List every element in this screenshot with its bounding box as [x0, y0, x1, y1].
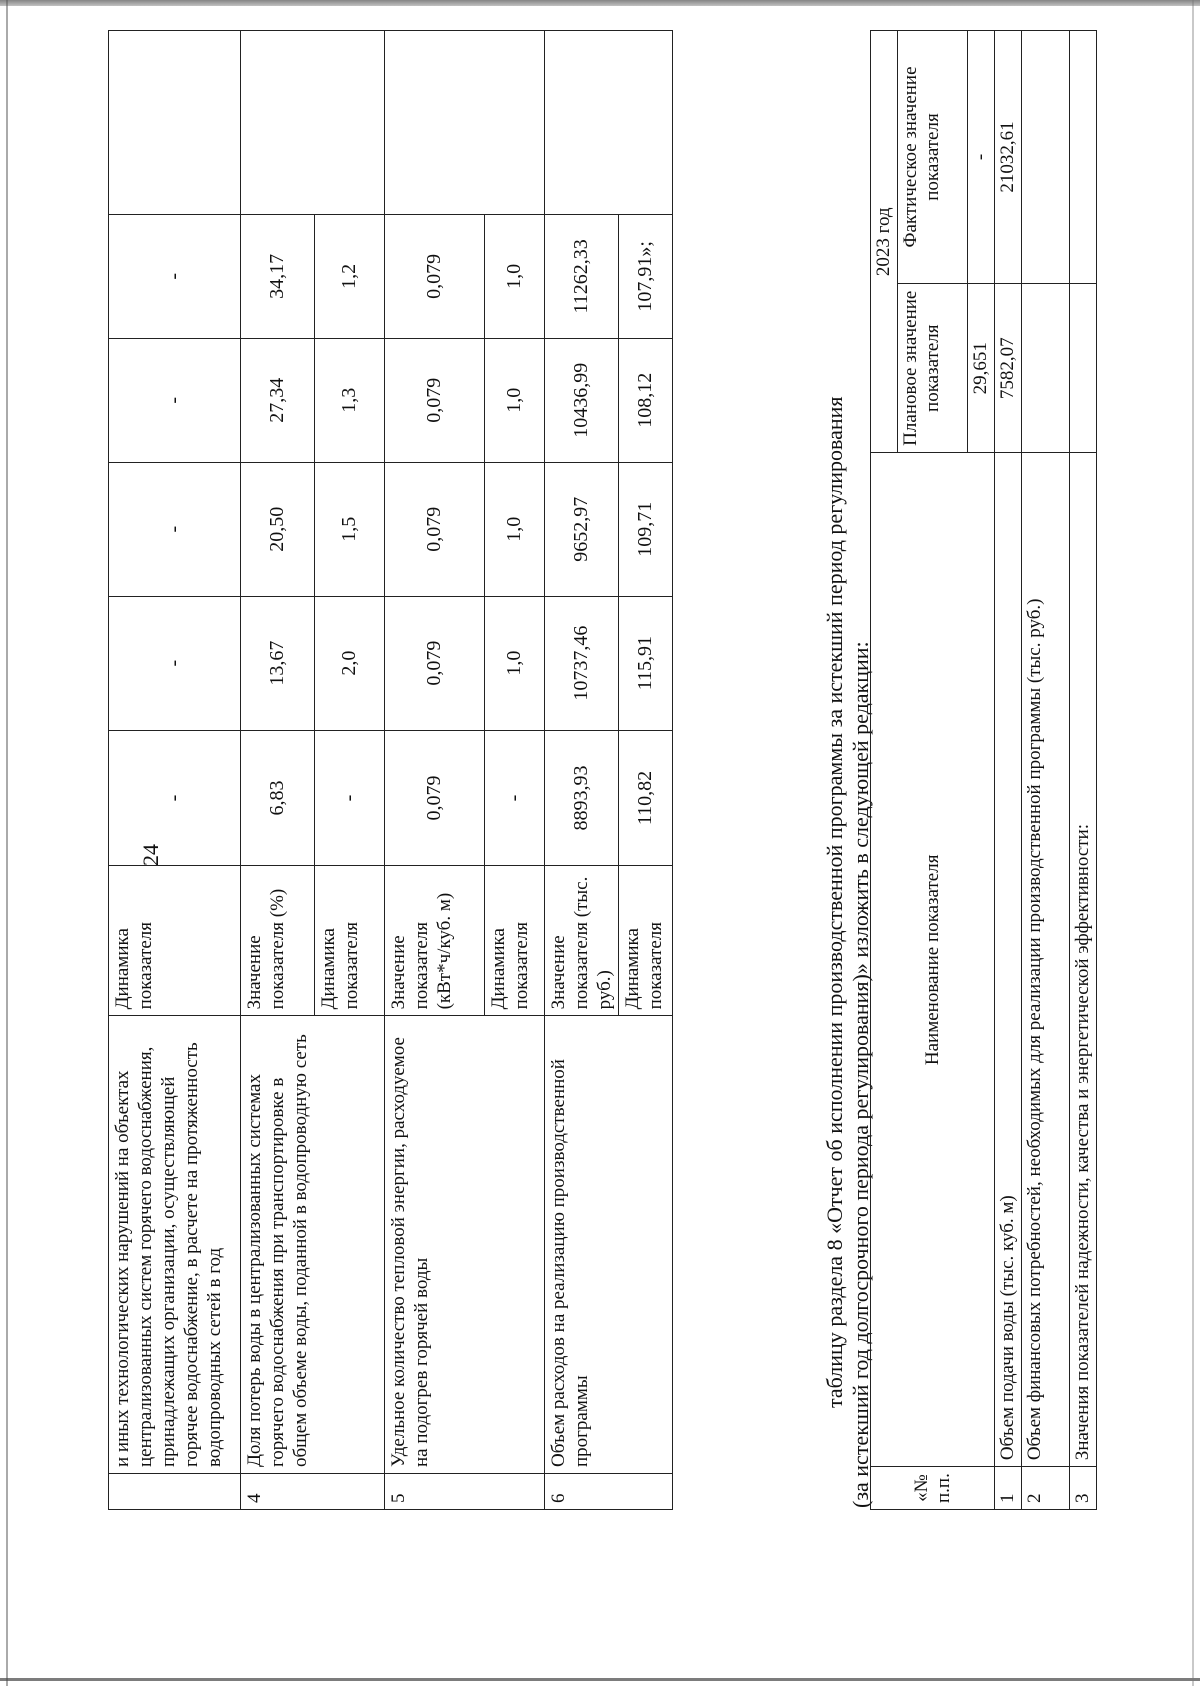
value-cell: 1,0	[485, 462, 545, 596]
header-name: Наименование показателя	[871, 453, 995, 1467]
value-cell: 7582,07	[995, 284, 1022, 453]
value-cell: 34,17	[241, 214, 315, 338]
report-2023-table	[870, 30, 1097, 1510]
value-cell: 10737,46	[545, 596, 619, 730]
table-row	[995, 31, 1022, 1510]
value-cell: 110,82	[619, 730, 673, 866]
header-planned: Плановое значение показателя	[898, 284, 968, 453]
value-cell: 0,079	[385, 338, 485, 462]
row-number	[109, 1474, 241, 1510]
indicator-name: Объем финансовых потребностей, необходимых для реализации производственной программы (тыс. руб.)	[1022, 453, 1070, 1467]
row-number: 3	[1070, 1467, 1097, 1510]
value-cell: 0,079	[385, 730, 485, 866]
value-cell: 8893,93	[545, 730, 619, 866]
indicator-name: Доля потерь воды в централизованных системах горячего водоснабжения при транспортировке в общем объеме воды, поданной в водопроводную сеть	[241, 1016, 385, 1474]
value-cell: 0,079	[385, 214, 485, 338]
value-cell: 27,34	[241, 338, 315, 462]
value-cell: 1,2	[315, 214, 385, 338]
value-cell: 2,0	[315, 596, 385, 730]
value-cell	[1022, 284, 1070, 453]
value-cell: 13,67	[241, 596, 315, 730]
value-cell	[1022, 31, 1070, 284]
value-cell: -	[485, 730, 545, 866]
value-cell: 20,50	[241, 462, 315, 596]
value-cell: 107,91»;	[619, 214, 673, 338]
value-cell: 1,0	[485, 596, 545, 730]
value-cell: 1,0	[485, 214, 545, 338]
value-cell	[1070, 284, 1097, 453]
indicator-name: Объем расходов на реализацию производственной программы	[545, 1016, 673, 1474]
value-cell: -	[315, 730, 385, 866]
row-number: 1	[995, 1467, 1022, 1510]
indicators-table	[108, 30, 673, 1510]
row-number: 2	[1022, 1467, 1070, 1510]
paragraph-line-1: таблицу раздела 8 «Отчет об исполнении производственной программы за истекший период регулирования	[822, 396, 847, 1408]
page-number: 24	[138, 844, 163, 866]
sub-label: Значение показателя (кВт*ч/куб. м)	[385, 866, 485, 1016]
value-cell: -	[109, 462, 241, 596]
value-cell: 11262,33	[545, 214, 619, 338]
sub-label: Динамика показателя	[619, 866, 673, 1016]
value-cell: 109,71	[619, 462, 673, 596]
header-year: 2023 год	[871, 31, 898, 453]
value-cell: 1,5	[315, 462, 385, 596]
value-cell: 108,12	[619, 338, 673, 462]
value-cell	[1070, 31, 1097, 284]
row-number: 4	[241, 1474, 385, 1510]
value-cell: 9652,97	[545, 462, 619, 596]
value-cell: -	[109, 730, 241, 866]
value-cell: -	[109, 214, 241, 338]
indicator-name: Удельное количество тепловой энергии, расходуемое на подогрев горячей воды	[385, 1016, 545, 1474]
header-number: «№ п.п.	[871, 1467, 995, 1510]
table-row	[1022, 31, 1070, 1510]
value-cell: 0,079	[385, 462, 485, 596]
table-row	[385, 31, 485, 1510]
value-cell: 0,079	[385, 596, 485, 730]
value-cell: -	[109, 596, 241, 730]
value-cell: 10436,99	[545, 338, 619, 462]
value-cell: 1,3	[315, 338, 385, 462]
indicator-name: Значения показателей надежности, качества и энергетической эффективности:	[1070, 453, 1097, 1467]
value-cell: -	[968, 31, 995, 284]
sub-label: Значение показателя (тыс. руб.)	[545, 866, 619, 1016]
table-row	[1070, 31, 1097, 1510]
table-row	[109, 31, 241, 1510]
value-cell: 29,651	[968, 284, 995, 453]
indicator-name: Объем подачи воды (тыс. куб. м)	[995, 453, 1022, 1467]
sub-label: Значение показателя (%)	[241, 866, 315, 1016]
table-row	[545, 31, 619, 1510]
sub-label: Динамика показателя	[315, 866, 385, 1016]
value-cell: 21032,61	[995, 31, 1022, 284]
sub-label: Динамика показателя	[109, 866, 241, 1016]
row-number: 6	[545, 1474, 673, 1510]
header-actual: Фактическое значение показателя	[898, 31, 968, 284]
sub-label: Динамика показателя	[485, 866, 545, 1016]
row-number: 5	[385, 1474, 545, 1510]
value-cell: 1,0	[485, 338, 545, 462]
amendment-paragraph	[822, 28, 874, 1508]
table-row	[241, 31, 315, 1510]
header-row	[871, 31, 898, 1510]
value-cell: 115,91	[619, 596, 673, 730]
value-cell: 6,83	[241, 730, 315, 866]
value-cell: -	[109, 338, 241, 462]
indicator-name: и иных технологических нарушений на объектах централизованных систем горячего водоснабжения, принадлежащих организации, осуществляющей горячее водоснабжение, в расчете на протяженность водопроводных сетей в год	[109, 1016, 241, 1474]
paragraph-line-2: (за истекший год долгосрочного периода регулирования)» изложить в следующей редакции:	[848, 641, 873, 1508]
